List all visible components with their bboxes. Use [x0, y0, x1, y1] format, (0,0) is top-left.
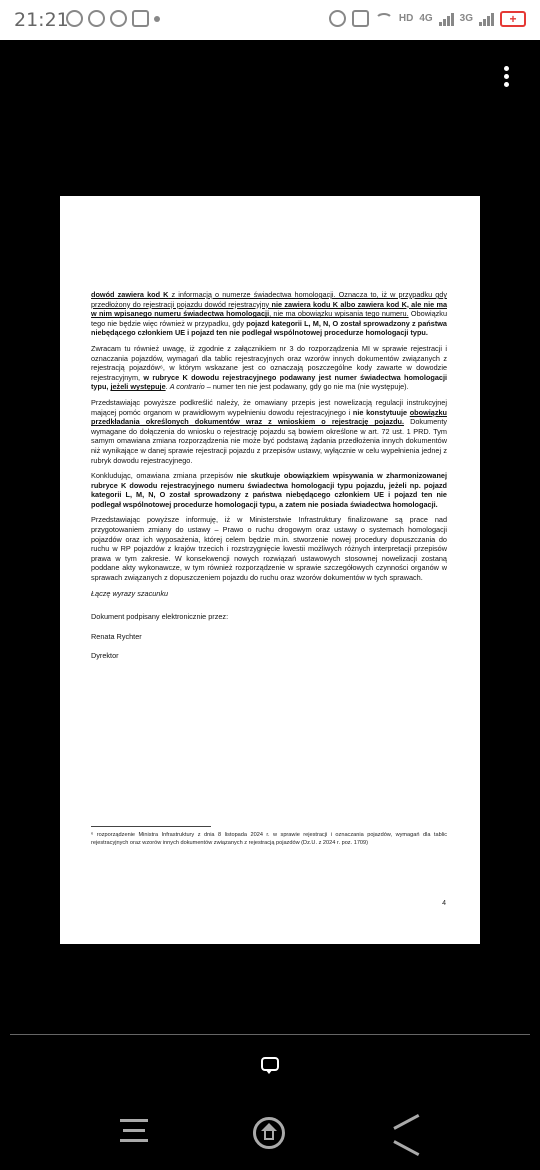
page-number: 4: [442, 900, 446, 907]
text-run: Dokumenty wymagane do dołączenia do wniosku o rejestrację pojazdu są bowiem określone w art. 72 ust. 1 PRD. Tym samym omawiana zmiana rozporządzenia nie może być podstawą żądania przedłożenia innych dokumentów niż wynikające w danej sprawie rejestracji pojazdu z przepisów ustawy, wyłącznie w celu wypełnienia jednej z rubryk dowodu rejestracyjnego.: [91, 417, 447, 465]
battery-icon: +: [500, 11, 526, 27]
home-icon[interactable]: [253, 1117, 285, 1149]
text-run: nie zawiera kodu K albo zawiera kod K, ale nie ma w nim wpisanego numeru świadectwa homologacji: [91, 299, 447, 319]
paragraph: [91, 471, 447, 509]
text-run: – numer ten nie jest podawany, gdy go nie ma (nie występuje).: [204, 382, 409, 392]
paragraph: [91, 344, 447, 392]
document-page[interactable]: [60, 196, 480, 944]
paragraph: [91, 398, 447, 465]
text-run: nie konstytuuje: [352, 407, 410, 417]
text-run: jeżeli występuje: [110, 382, 166, 392]
more-vert-icon[interactable]: [500, 66, 512, 88]
clock: 21:21: [14, 9, 69, 31]
text-run: obowiązku przedkładania określonych dokumentów wraz z wnioskiem o rejestrację pojazdu.: [91, 407, 448, 427]
alarm-status-icon: [329, 10, 346, 27]
back-icon[interactable]: [392, 1120, 420, 1148]
system-icons: [329, 10, 526, 27]
text-run: . Oznacza to, iż w przypadku gdy przedłożony do rejestracji pojazdu dowód rejestracyjny: [91, 290, 448, 309]
text-run: A contrario: [169, 382, 205, 392]
text-run: z informacją o numerze świadectwa homologacji: [168, 290, 334, 299]
text-run: Przedstawiając powyższe podkreślić należy, że omawiany przepis jest nowelizacją regulacji instrukcyjnej mającej pomóc organom w prawidłowym wypełnieniu dowodu rejestracyjnego i: [91, 397, 447, 417]
divider: [10, 1034, 530, 1035]
paragraph: [91, 290, 447, 338]
text-run: Obowiązku tego nie będzie więc również w przypadku, gdy: [91, 309, 447, 328]
signal-icon: [439, 12, 454, 26]
viewer-toolbar: [0, 40, 540, 190]
text-run: w rubryce K dowodu rejestracyjnego podawany jest numer świadectwa homologacji typu,: [91, 372, 447, 392]
text-run: nie skutkuje obowiązkiem wpisywania w zharmonizowanej rubryce K dowodu rejestracyjnego numeru świadectwa homologacji typu pojazdu, jeżeli np. pojazd kategorii L, M, N, O został sprowadzony z państwa niebędącego członkiem UE i pojazd ten nie podlegał wspólnotowej procedurze homologacji typu, a zatem nie posiada świadectwa homologacji.: [91, 471, 447, 509]
notification-icons: [66, 10, 160, 27]
text-run: , nie ma obowiązku wpisania tego numeru.: [269, 309, 409, 319]
vibrate-icon: [352, 10, 369, 27]
status-bar: [0, 0, 540, 40]
signal-icon-2: [479, 12, 494, 26]
comment-icon[interactable]: [259, 1055, 281, 1077]
footnote: ⁶ rozporządzenie Ministra Infrastruktury z dnia 8 listopada 2024 r. w sprawie rejestracji i oznaczania pojazdów, wymagań dla tablic rejestracyjnych oraz wzorów innych dokumentów związanych z rejestracją pojazdów (Dz.U. z 2024 r. poz. 1709): [91, 832, 447, 846]
network-4g-label: 4G: [419, 13, 433, 24]
closing-line: Łączę wyrazy szacunku: [91, 588, 169, 598]
text-run: dowód zawiera kod K: [91, 290, 169, 299]
wifi-icon: [375, 13, 393, 27]
signer-title: Dyrektor: [91, 651, 119, 661]
alarm-icon-2: [110, 10, 127, 27]
text-run: Przedstawiając powyższe informuję, iż w Ministerstwie Infrastruktury finalizowane są prace nad przygotowaniem zmiany do ustawy – Prawo o ruchu drogowym oraz ustawy o systemach homologacji pojazdów oraz ich wyposażenia, której celem będzie m.in. stworzenie nowej procedury dopuszczania do ruchu w RP pojazdów z krajów trzecich i rozstrzygnięcie kwestii możliwych różnych interpretacji przepisów prawa w tym zakresie. W konsekwencji nowych rozwiązań ustawowych stosownej nowelizacji zostaną poddane akty wykonawcze, w tym również rozporządzenie w sprawie szczegółowych czynności organów w sprawach związanych z dopuszczeniem pojazdu do ruchu oraz wzorów dokumentów w tych sprawach.: [91, 515, 447, 583]
more-notifications-icon: [154, 16, 160, 22]
image-icon: [132, 10, 149, 27]
navigation-bar: [0, 1100, 540, 1170]
text-run: Zwracam tu również uwagę, iż zgodnie z załącznikiem nr 3 do rozporządzenia MI w sprawie rejestracji i oznaczania pojazdów, wymagań dla tablic rejestracyjnych oraz wzorów innych dokumentów związanych z rejestracją pojazdów⁶, w którym wskazane jest co oznaczają poszczególne kody zawarte w dowodzie rejestracyjnym,: [91, 343, 447, 382]
hd-label: HD: [398, 13, 414, 24]
whatsapp-icon: [66, 10, 83, 27]
alarm-icon: [88, 10, 105, 27]
text-run: .: [165, 382, 170, 392]
document-body: [91, 290, 447, 667]
signer-name: Renata Rychter: [91, 631, 142, 641]
recents-icon[interactable]: [120, 1119, 150, 1147]
paragraph: [91, 515, 447, 582]
signature-note: Dokument podpisany elektronicznie przez:: [91, 612, 229, 622]
footnote-divider: [91, 826, 211, 827]
text-run: pojazd kategorii L, M, N, O został sprowadzony z państwa niebędącego członkiem UE i pojazd ten nie podlegał wspólnotowej procedurze homologacji typu.: [91, 318, 447, 338]
text-run: Konkludując, omawiana zmiana przepisów: [91, 471, 237, 481]
network-3g-label: 3G: [459, 13, 473, 24]
